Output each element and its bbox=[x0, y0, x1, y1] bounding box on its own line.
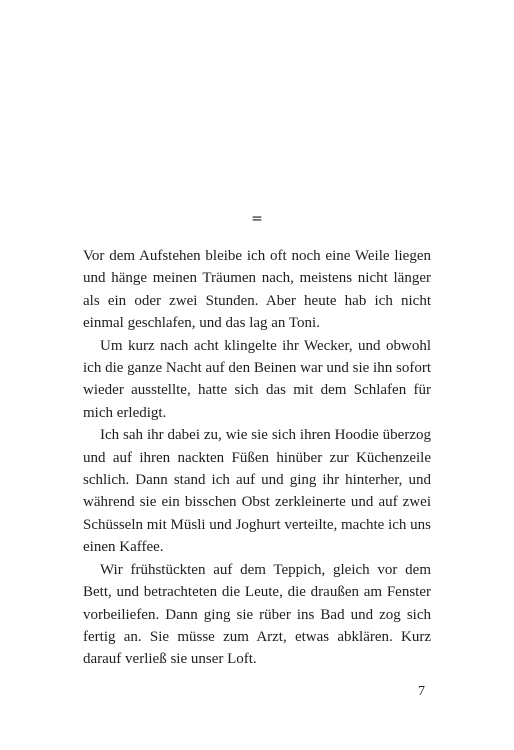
paragraph: Ich sah ihr dabei zu, wie sie sich ihren Hoodie überzog und auf ihren nackten Füßen hinüber zur Küchenzeile schlich. Dann stand ich auf und ging ihr hinterher, und während sie ein bisschen Obst zerkleinerte und auf zwei Schüsseln mit Müsli und Joghurt verteilte, machte ich uns einen Kaffee. bbox=[83, 427, 431, 556]
paragraph: Wir frühstückten auf dem Teppich, gleich vor dem Bett, und betrachteten die Leute, die draußen am Fenster vorbeiliefen. Dann ging sie rüber ins Bad und zog sich fertig an. Sie müsse zum Arzt, etwas abklären. Kurz darauf verließ sie unser Loft. bbox=[83, 561, 431, 668]
paragraph: Um kurz nach acht klingelte ihr Wecker, und obwohl ich die ganze Nacht auf den Beinen war und sie ihn sofort wieder ausstellte, hatte sich das mit dem Schlafen für mich erledigt. bbox=[83, 337, 431, 421]
page-number: 7 bbox=[418, 684, 425, 699]
paragraph: Vor dem Aufstehen bleibe ich oft noch eine Weile liegen und hänge meinen Träumen nach, meistens nicht länger als ein oder zwei Stunden. Aber heute hab ich nicht einmal geschlafen, und das lag an Toni. bbox=[83, 248, 431, 332]
body-text bbox=[83, 245, 431, 671]
section-separator: = bbox=[251, 211, 263, 227]
